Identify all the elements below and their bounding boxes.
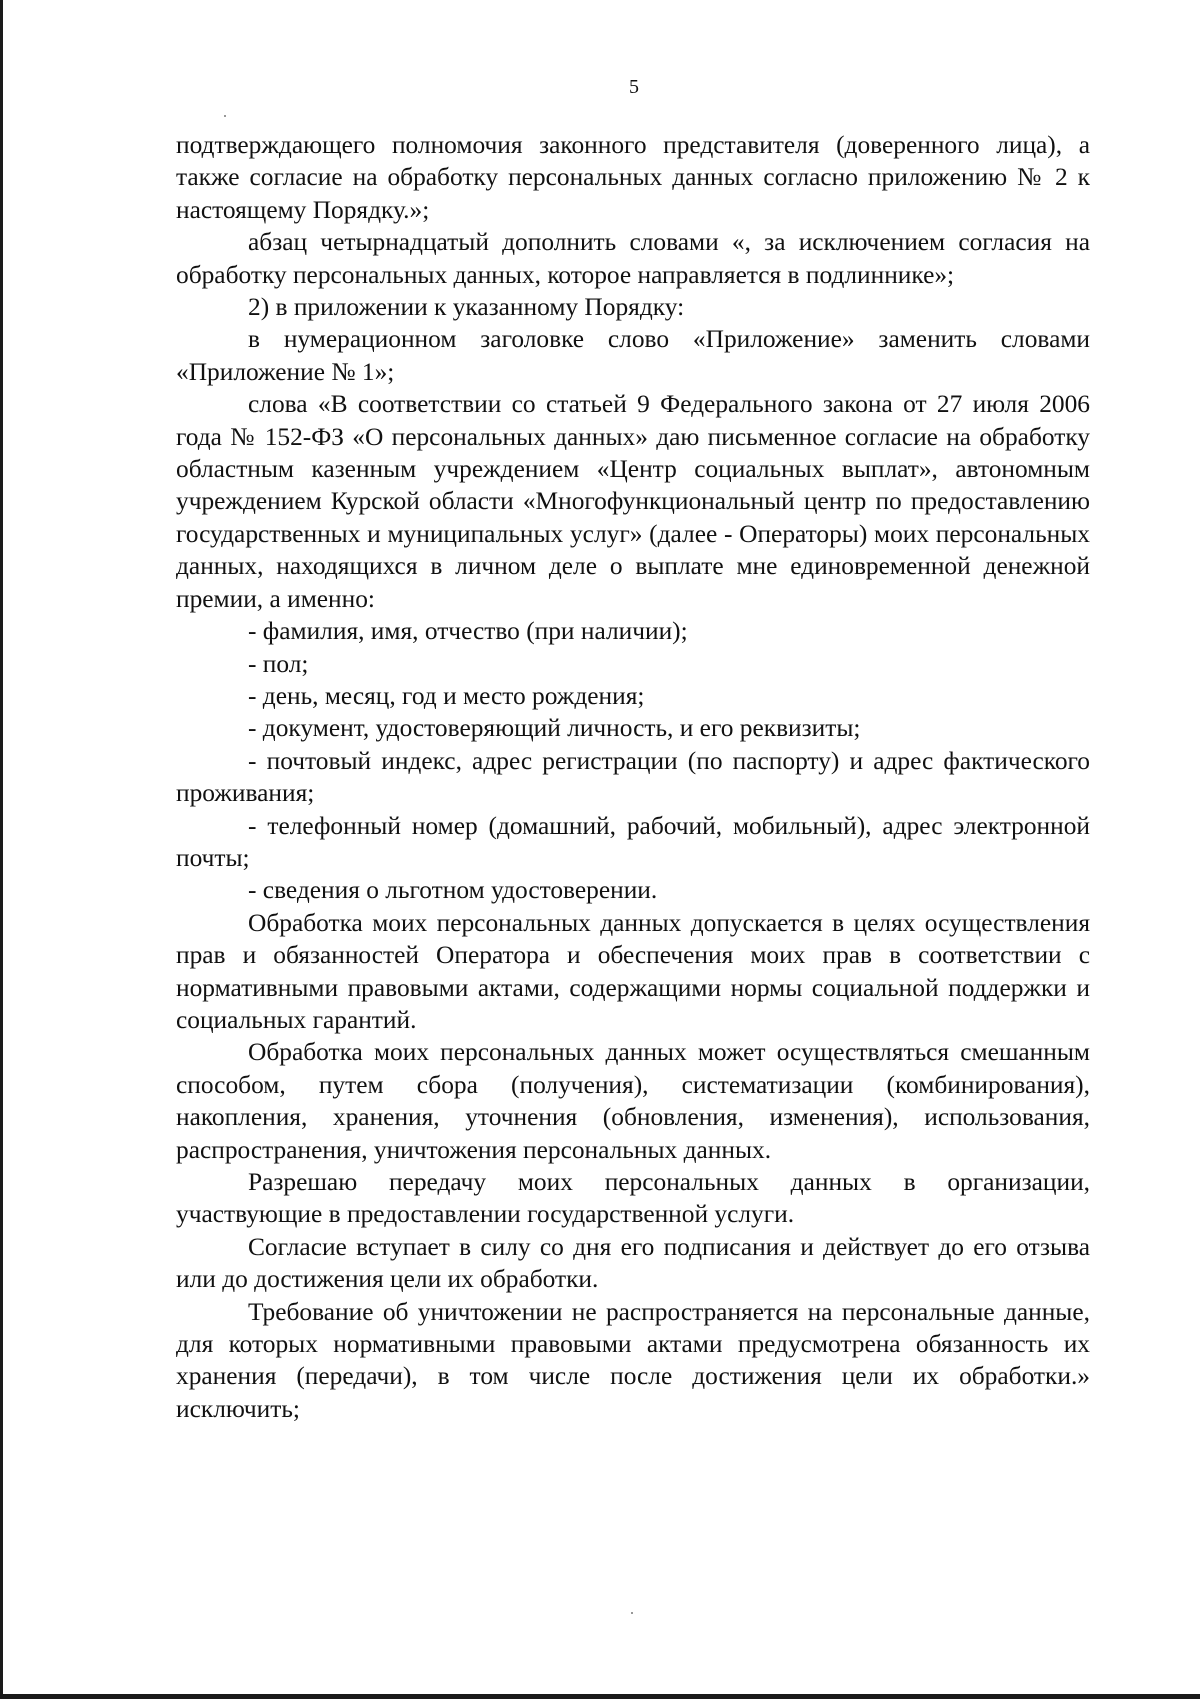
scan-left-edge bbox=[0, 0, 3, 1699]
paragraph-continuation: подтверждающего полномочия законного представителя (доверенного лица), а также согласие на обработку персональных данных согласно приложению № 2 к настоящему Порядку.»; bbox=[176, 131, 1090, 224]
paragraph-consent-text: слова «В соответствии со статьей 9 Федерального закона от 27 июля 2006 года № 152-ФЗ «О персональных данных» даю письменное согласие на обработку областным казенным учреждением «Центр социальных выплат», автономным учреждением Курской области «Многофункциональный центр по предоставлению государственных и муниципальных услуг» (далее - Операторы) моих персональных данных, находящихся в личном деле о выплате мне единовременной денежной премии, а именно: bbox=[176, 390, 1090, 613]
scan-bottom-edge bbox=[0, 1694, 1200, 1699]
paragraph-item-2: 2) в приложении к указанному Порядку: bbox=[248, 293, 685, 322]
list-item: - телефонный номер (домашний, рабочий, мобильный), адрес электронной почты; bbox=[176, 811, 1090, 872]
paragraph: Обработка моих персональных данных может осуществляться смешанным способом, путем сбора (получения), систематизации (комбинирования), накопления, хранения, уточнения (обновления, изменения), использования, распространения, уничтожения персональных данных. bbox=[176, 1038, 1090, 1164]
paragraph: Согласие вступает в силу со дня его подписания и действует до его отзыва или до достижения цели их обработки. bbox=[176, 1232, 1090, 1294]
list-item: - фамилия, имя, отчество (при наличии); bbox=[248, 617, 688, 646]
document-body bbox=[176, 129, 1090, 1425]
scan-speck bbox=[631, 1612, 633, 1614]
list-item: - пол; bbox=[248, 649, 309, 678]
paragraph: Обработка моих персональных данных допускается в целях осуществления прав и обязанностей Оператора и обеспечения моих прав в соответствии с нормативными правовыми актами, содержащими нормы социальной поддержки и социальных гарантий. bbox=[176, 908, 1090, 1034]
paragraph: Требование об уничтожении не распространяется на персональные данные, для которых нормативными правовыми актами предусмотрена обязанность их хранения (передачи), в том числе после достижения цели их обработки.» исключить; bbox=[176, 1297, 1090, 1423]
list-item: - сведения о льготном удостоверении. bbox=[248, 876, 658, 905]
list-item: - почтовый индекс, адрес регистрации (по паспорту) и адрес фактического проживания; bbox=[176, 746, 1090, 808]
page-number: 5 bbox=[629, 76, 639, 98]
paragraph: абзац четырнадцатый дополнить словами «, за исключением согласия на обработку персональных данных, которое направляется в подлиннике»; bbox=[176, 228, 1090, 289]
list-item: - день, месяц, год и место рождения; bbox=[248, 681, 645, 710]
list-item: - документ, удостоверяющий личность, и его реквизиты; bbox=[248, 714, 861, 743]
scan-speck bbox=[224, 115, 226, 117]
paragraph: в нумерационном заголовке слово «Приложение» заменить словами «Приложение № 1»; bbox=[176, 325, 1090, 386]
paragraph: Разрешаю передачу моих персональных данных в организации, участвующие в предоставлении государственной услуги. bbox=[176, 1168, 1090, 1229]
